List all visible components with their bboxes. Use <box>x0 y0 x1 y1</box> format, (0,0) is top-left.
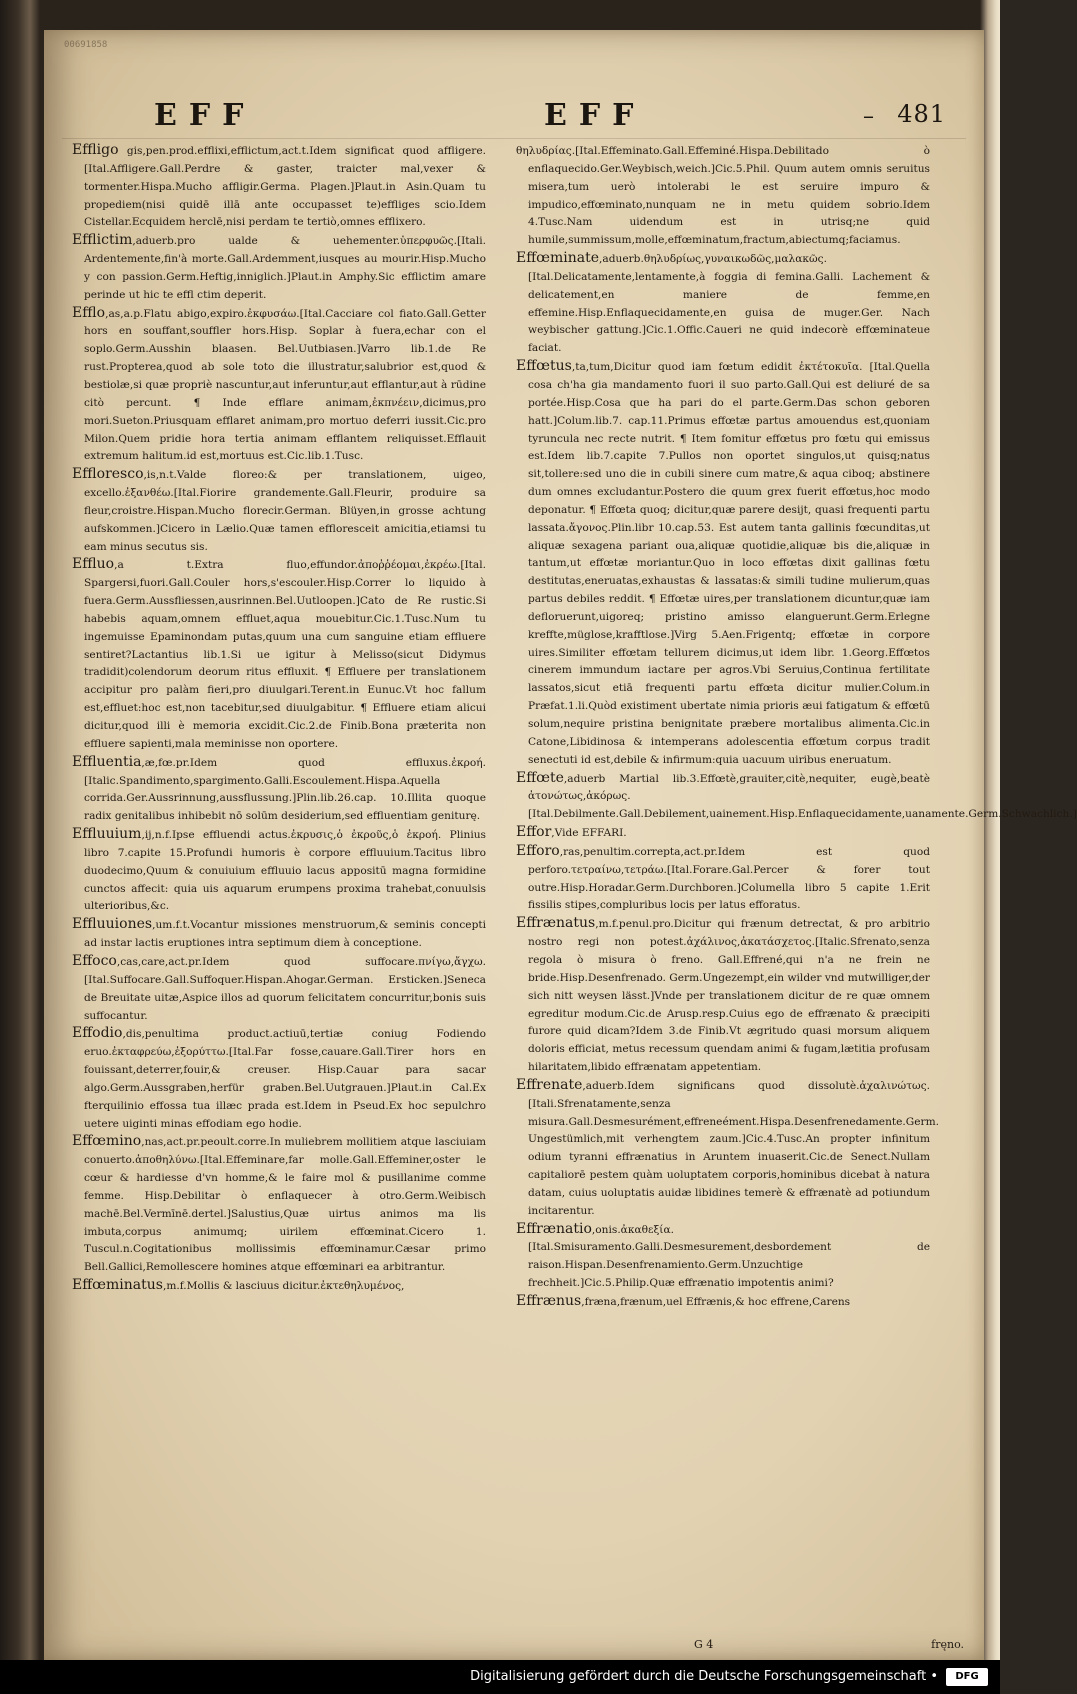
entry-text: ,ij,n.f.Ipse effluendi actus.ἐκρυσις,ὁ ἐκροῦς,ὁ ἐκροή. Plinius libro 7.capite 15.Profundi humoris è corpore effluuium.Tacitus libro duodecimo,Quum & conuiuium effluuio lacus appositū magna formidine cunctos affecit: quia uis aquarum erumpens proxima trahebat,conuulsis ulterioribus,&c. <box>84 829 486 913</box>
entry-lemma: Effluo <box>72 556 115 573</box>
entry-lemma: Effluuiones <box>72 916 153 933</box>
entry-text: θηλυδρίας.[Ital.Effeminato.Gall.Effeminé.Hispa.Debilitado ò enflaquecido.Ger.Weybisch,weich.]Cic.5.Phil. Quum autem omnis seruitus misera,tum uerò intolerabi le est seruire impuro & impudico,effœminato,nunquam ne in metu quidem sobrio.Idem 4.Tusc.Nam uidendum est in utrisq;ne quid humile,summissum,molle,effœminatum,fractum,abiectumq;faciamus. <box>516 145 930 247</box>
dictionary-entry <box>72 466 486 556</box>
dictionary-entry <box>516 1076 939 1221</box>
dictionary-entry <box>516 1293 930 1312</box>
dictionary-entry <box>72 1025 486 1133</box>
dictionary-entry <box>72 1133 486 1277</box>
dictionary-entry <box>72 232 486 304</box>
entry-text: gis,pen.prod.efflixi,efflictum,act.t.Idem significat quod affligere.[Ital.Affligere.Gall.Perdre & gaster, traicter mal,vexer & tormenter.Hispa.Mucho affligir.Germa. Plagen.]Plaut.in Asin.Quam tu propediem(nisi quidē illā ante occupasset te)effliges scio.Idem Cistellar.Ecquidem herclē,nisi perdam te tertiò,omnes efflixero. <box>84 145 486 229</box>
dictionary-entry <box>516 843 930 915</box>
entry-text: ,a t.Extra fluo,effundor.ἀποῤῥέομαι,ἐκρέω.[Ital. Spargersi,fuori.Gall.Couler hors,s'escouler.Hisp.Correr lo liquido à fuera.Germ.Aussfliessen,ausrinnen.Bel.Uutloopen.]Cato de Re rustic.Si habebis aquam,omnem effluet,aqua mouebitur.Cic.1.Tusc.Num tu ingemuisse Epaminondam putas,quum una cum sanguine etiam effluere sentiret?Lactantius lib.1.Si ue igitur à Melisso(sicut Didymus tradidit)colendorum deorum ritus effluxit. ¶ Effluere per translationem accipitur pro palàm fieri,pro diuulgari.Terent.in Eunuc.Vt hoc fallum est,effluet:hoc est,non tacebitur,sed diuulgabitur. ¶ Effluere etiam alicui dicitur,quod illi è memoria excidit.Cic.2.de Finib.Bona præterita non effluere sapienti,mala meminisse non oportere. <box>84 559 486 750</box>
entry-lemma: Effluentia <box>72 753 142 770</box>
entry-lemma: Effrænatus <box>516 915 596 932</box>
dictionary-entry <box>72 305 486 467</box>
entry-text: ,um.f.t.Vocantur missiones menstruorum,& seminis concepti ad instar lactis eruptiones intra septimum diem à conceptione. <box>84 919 486 950</box>
entry-text: ,æ,fœ.pr.Idem quod effluxus.ἐκροή.[Italic.Spandimento,spargimento.Galli.Escoulement.Hispa.Aquella corrida.Ger.Aussrinnung,aussflussung.]Plin.lib.26.cap. 10.Illita quoque radix genitalibus inhibebit nō solūm desiderium,sed effluentiam geniturę. <box>84 756 486 823</box>
entry-text: ,cas,care,act.pr.Idem quod suffocare.πνίγω,ἄγχω. [Ital.Suffocare.Gall.Suffoquer.Hispan.Ahogar.German. Ersticken.]Seneca de Breuitate uitæ,Aspice illos ad quorum felicitatem concurritur,bonis suis suffocantur. <box>84 955 486 1022</box>
entry-text: ,onis.ἀκαθεξία.[Ital.Smisuramento.Galli.Desmesurement,desbordement de raison.Hispan.Desenfrenamiento.Germ.Unzuchtige frechheit.]Cic.5.Philip.Quæ effrænatio impotentis animi? <box>528 1223 930 1290</box>
dfg-logo: DFG <box>946 1668 988 1686</box>
entry-lemma: Effrenate <box>516 1076 583 1093</box>
entry-lemma: Efflo <box>72 304 106 321</box>
left-column <box>72 142 486 1632</box>
entry-text: ,ta,tum,Dicitur quod iam fœtum edidit ἐκτέτοκυῖα. [Ital.Quella cosa ch'ha gia mandamento fuori il suo parto.Gall.Qui est deliuré de sa portée.Hisp.Cosa que ha pari do el parte.Germ.Das schon geboren hatt.]Colum.lib.7. cap.11.Primus effœtæ partus amouendus est,quoniam tyruncula nec recte nutrit. ¶ Item fomitur effœtus pro fœtu qui emissus est.Idem lib.7.capite 7.Pullos non oportet singulos,ut quisq;natus sit,tollere:sed uno die in cubili sinere cum matre,& aqua ciboq; abstinere dum omnes excludantur.Postero die quum grex fuerit effœtus,hoc modo deponatur. ¶ Effœta quoq; dicitur,quæ parere desijt, quasi frequenti partu lassata.ἄγονος.Plin.libr 10.cap.53. Est autem tanta gallinis fœcunditas,ut aliquæ sexagena pariant oua,aliquæ quotidie,aliquæ bis die,aliquæ in tantum,ut effœtæ moriantur.Quo in loco effœtas dixit gallinas fœtu destitutas,eneruatas,exhaustas & lassatas:& simili tudine mulierum,quas partus debiles reddit. ¶ Effœtæ uires,per translationem dicuntur,quæ iam defloruerunt,uigoreq; pristino amisso elanguerunt.Germ.Erlegne kreffte,müglose,krafftlose.]Virg 5.Aen.Frigentq; effœtæ in corpore uires.Similiter effœtam tellurem dicimus,ut idem libr. 1.Georg.Effœtos cinerem immundum iactare per agros.Vbi Seruius,Continua fertilitate lassatos,sicut etiā frequenti partu effœta dicitur mulier.Colum.in Præfat.1.li.Quòd existiment ubertate nimia prioris æui fatigatum & effœtū solum,nequire pristina benignitate præbere mortalibus alimenta.Cic.in Catone,Libidinosa & intemperans adolescentia effœtum corpus tradit senectuti id est,debile & infirmum:quia uacuum uiribus eneruatum. <box>528 361 930 766</box>
dictionary-entry <box>72 556 486 753</box>
header-rule <box>62 138 966 139</box>
dictionary-entry <box>72 953 486 1025</box>
dictionary-entry <box>72 754 486 826</box>
entry-lemma: Effoco <box>72 952 117 969</box>
dictionary-entry <box>516 250 930 358</box>
entry-lemma: Effor <box>516 824 552 841</box>
right-column <box>516 142 1077 1632</box>
running-head-left: EFF <box>154 98 256 133</box>
dictionary-entry <box>516 769 1077 825</box>
entry-lemma: Effœminate <box>516 250 600 267</box>
entry-lemma: Effligo <box>72 142 119 158</box>
entry-lemma: Effrænus <box>516 1293 582 1309</box>
entry-text: ,aduerb.Idem significans quod dissolutè.ἀχαλινώτως.[Itali.Sfrenatamente,senza misura.Gall.Desmesurément,effreneément.Hispa.Desenfrenedamente.Germ. Ungestümlich,mit verhengtem zaum.]Cic.4.Tusc.An propter infinitum odium tyranni effrænatius in Aruntem inuaserit.Cic.de Senect.Nullam capitaliorē pestem quàm uoluptatem corporis,hominibus dicebat à natura datam, cuius uoluptatis auidæ libidines temerè & effrænatè ad potiundum incitarentur. <box>528 1079 939 1217</box>
entry-lemma: Effluuium <box>72 826 142 843</box>
entry-text: ,aduerb.θηλυδρίως,γυναικωδῶς,μαλακῶς. [Ital.Delicatamente,lentamente,à foggia di femina.Galli. Lachement & delicatement,en maniere de femme,en effemine.Hisp.Enflaquecidamente,en guisa de muger.Ger. Nach weybischer gattung.]Cic.1.Offic.Caueri ne quid indecorè effœminateue faciat. <box>528 253 930 355</box>
footer-bar <box>0 1660 1000 1694</box>
running-head-right: EFF <box>544 98 646 133</box>
dictionary-entry <box>72 142 486 232</box>
entry-text: ,aduerb Martial lib.3.Effœtè,grauiter,citè,nequiter, eugè,beatè ἀτονώτως,ἀκόρως.[Ital.Debilmente.Gall.Debilement,uainement.Hisp.Enflaquecidamente,uanamente.Germ.Schwachlich.] <box>528 772 1077 821</box>
entry-lemma: Effœte <box>516 769 564 786</box>
signature-mark: G 4 <box>694 1638 714 1651</box>
entry-text: ,Vide EFFARI. <box>551 827 627 840</box>
entry-lemma: Effloresco <box>72 466 144 483</box>
entry-lemma: Efforo <box>516 842 560 859</box>
entry-lemma: Effœtus <box>516 358 572 375</box>
funding-notice: Digitalisierung gefördert durch die Deutsche Forschungsgemeinschaft • <box>470 1669 938 1684</box>
entry-text: ,m.f.Mollis & lasciuus dicitur.ἐκτεθηλυμένος, <box>162 1280 405 1293</box>
entry-text: ,is,n.t.Valde floreo:& per translationem, uigeo, excello.ἐξανθέω.[Ital.Fiorire grandemente.Gall.Fleurir, produire sa fleur,croistre.Hispan.Mucho florecir.German. Blüyen,in grosse achtung aufskommen.]Cicero in Lælio.Quæ tamen effloresceit amicitia,etiamsi tu eam minus secutus sis. <box>84 469 486 553</box>
page-number: 481 <box>897 100 946 128</box>
entry-text: ,aduerb.pro ualde & uehementer.ὑπερφυῶς.[Itali. Ardentemente,fin'à morte.Gall.Ardemment,iusques au mourir.Hisp.Mucho y con passion.Germ.Heftig,inniglich.]Plaut.in Amphy.Sic efflictim amare perinde ut hic te effl ctim deperit. <box>84 235 486 301</box>
entry-text: ,m.f.penul.pro.Dicitur qui frænum detrectat, & pro arbitrio nostro regi non potest.ἀχάλινος,ἀκατάσχετος.[Italic.Sfrenato,senza regola ò misura ò freno. Gall.Effrené,qui n'a ne frein ne bride.Hisp.Desenfrenado. Germ.Ungezempt,ein wilder vnd mutwilliger,der sich nitt weysen lässt.]Vnde per translationem dicitur de re quæ omnem egreditur modum.Cic.de Arusp.resp.Cuius ego de effrænato & præcipiti furore quid dicam?Idem 3.de Finib.Vt ægritudo quasi morsum aliquem doloris efficiat, metus recessum quendam animi & fugam,lætitia profusam hilaritatem,libido effrænatam appetentiam. <box>528 918 930 1074</box>
entry-text: ,dis,penultima product.actiuū,tertiæ coniug Fodiendo eruo.ἐκταφρεύω,ἐξορύττω.[Ital.Far fosse,cauare.Gall.Tirer hors en fouissant,deterrer,fouir,& creuser. Hisp.Cauar para sacar algo.Germ.Aussgraben,herfür graben.Bel.Uutgrauen.]Plaut.in Cal.Ex fterquilinio effossa tua illæc prada est.Idem in Pseud.Ex hoc sepulchro uetere uiginti minas effodiam ego hodie. <box>84 1028 486 1130</box>
dictionary-entry <box>516 1221 930 1293</box>
catchword: fręno. <box>931 1638 964 1651</box>
entry-text: ,fræna,frænum,uel Effrænis,& hoc effrene,Carens <box>581 1296 851 1308</box>
catchword-line <box>694 1638 964 1656</box>
dictionary-entry <box>516 358 930 769</box>
dictionary-entry <box>516 142 930 250</box>
corner-mark: 00691858 <box>64 40 108 50</box>
entry-text: ,as,a.p.Flatu abigo,expiro.ἐκφυσάω.[Ital.Cacciare col fiato.Gall.Getter hors en souffant,souffler hors.Hisp. Soplar à fuera,echar con el soplo.Germ.Ausshin blaasen. Bel.Uutbiasen.]Varro lib.1.de Re rust.Propterea,quod ab sole toto die illustratur,salubrior est,quod & bestiolæ,si quæ propriè nascuntur,aut inferuntur,aut efflantur,aut à rūdine citò percunt. ¶ Inde efflare animam,ἐκπνέειν,dicimus,pro mori.Sueton.Priusquam efflaret animam,pro mortuo deferri iussit.Cic.pro Milon.Quem pridie hora tertia animam efflantem reliquisset.Efflauit extremum halitum.id est,mortuus est.Cic.lib.1.Tusc. <box>84 307 486 463</box>
entry-text: ,ras,penultim.correpta,act.pr.Idem est quod perforo.τετραίνω,τετράω.[Ital.Forare.Gal.Percer & forer tout outre.Hisp.Horadar.Germ.Durchboren.]Columella libro 5 capite 1.Erit fissilis stipes,compluribus locis per latus efforatus. <box>528 845 930 912</box>
entry-lemma: Effœminatus <box>72 1277 163 1294</box>
dictionary-entry <box>516 915 930 1077</box>
entry-lemma: Effœmino <box>72 1133 142 1150</box>
dictionary-entry <box>72 826 486 916</box>
entry-lemma: Efflictim <box>72 232 133 249</box>
entry-lemma: Effrænatio <box>516 1220 592 1237</box>
folio-dash: – <box>863 104 874 129</box>
dictionary-entry <box>72 1277 486 1296</box>
dictionary-entry <box>72 916 486 953</box>
entry-text: ,nas,act.pr.peoult.corre.In muliebrem mollitiem atque lasciuiam conuerto.ἀποθηλύνω.[Ital.Effeminare,far molle.Gall.Effeminer,oster le cœur & hardiesse d'vn homme,& le faire mol & pusillanime comme femme. Hisp.Debilitar ò enflaquecer à otro.Germ.Weibisch machē.Bel.Vermīnē.dertel.]Salustius,Quæ uirtus animos ma lis imbuta,corpus animumq; uirilem effœminat.Cicero 1. Tuscul.n.Cogitationibus mollissimis effœminamur.Cæsar primo Bell.Gallici,Remollescere homines atque effœminari ea arbitrantur. <box>84 1136 486 1274</box>
dictionary-entry <box>516 824 930 843</box>
entry-lemma: Effodio <box>72 1025 123 1042</box>
page-scan <box>44 30 1077 1660</box>
